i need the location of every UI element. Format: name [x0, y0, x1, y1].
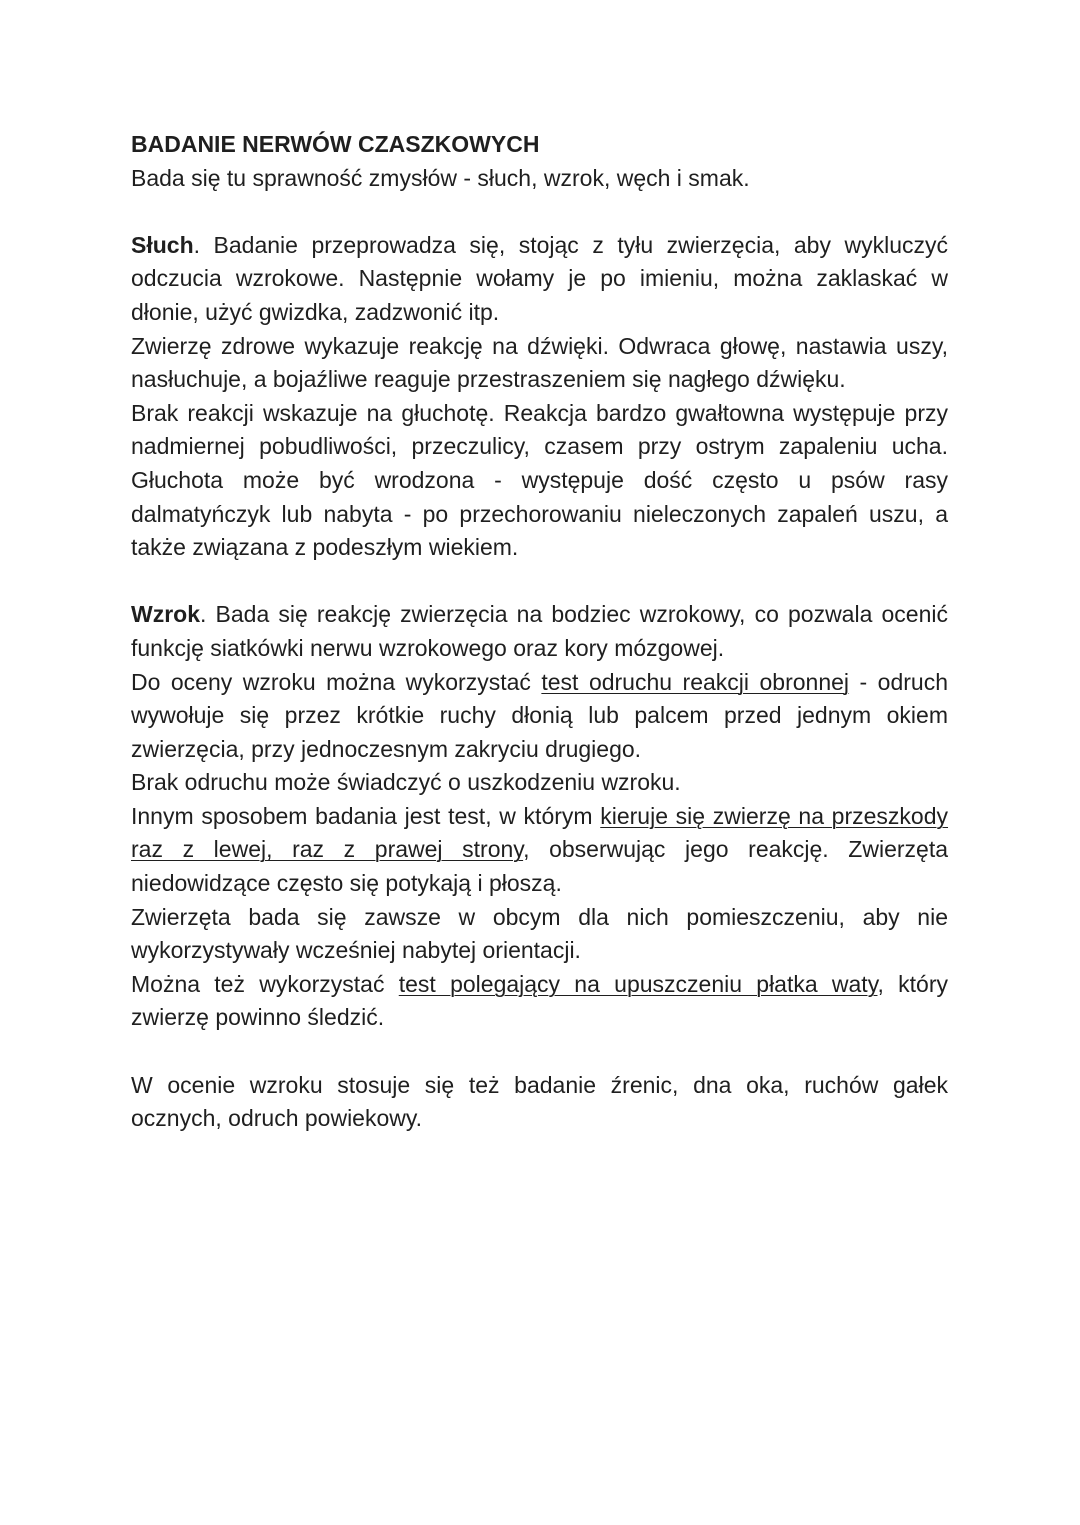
document-page	[131, 128, 948, 1136]
vision-text-1: . Bada się reakcję zwierzęcia na bodziec wzrokowy, co pozwala ocenić funkcję siatkówki nerwu wzrokowego oraz kory mózgowej.	[131, 601, 948, 661]
closing-paragraph: W ocenie wzroku stosuje się też badanie źrenic, dna oka, ruchów gałek ocznych, odruch powiekowy.	[131, 1071, 948, 1132]
vision-heading: Wzrok	[131, 601, 200, 628]
vision-paragraph-6	[131, 968, 948, 1035]
vision-paragraph-5: Zwierzęta bada się zawsze w obcym dla nich pomieszczeniu, aby nie wykorzystywały wcześniej nabytej orientacji.	[131, 903, 948, 964]
vision-paragraph-1	[131, 598, 948, 665]
obstacle-test-link[interactable]: kieruje się zwierzę na przeszkody raz z lewej, raz z prawej strony	[131, 802, 949, 863]
vision-text-4b: , obserwując jego reakcję. Zwierzęta niedowidzące często się potykają i płoszą.	[131, 836, 948, 897]
hearing-paragraph-3: Brak reakcji wskazuje na głuchotę. Reakcja bardzo gwałtowna występuje przy nadmiernej pobudliwości, przeczulicy, czasem przy ostrym zapaleniu ucha. Głuchota może być wrodzona - występuje dość często u psów rasy dalmatyńczyk lub nabyta - po przechorowaniu nieleczonych zapaleń uszu, a także związana z podeszłym wiekiem.	[131, 399, 948, 561]
vision-paragraph-3: Brak odruchu może świadczyć o uszkodzeniu wzroku.	[131, 769, 681, 796]
vision-text-6a: Można też wykorzystać	[131, 970, 399, 997]
cotton-ball-test-link[interactable]: test polegający na upuszczeniu płatka waty	[398, 970, 878, 997]
vision-text-2b: - odruch wywołuje się przez krótkie ruchy dłonią lub palcem przed jednym okiem zwierzęcia, przy jednoczesnym zakryciu drugiego.	[131, 668, 949, 762]
spacer	[131, 565, 948, 599]
hearing-paragraph-2: Zwierzę zdrowe wykazuje reakcję na dźwięki. Odwraca głowę, nastawia uszy, nasłuchuje, a bojaźliwe reaguje przestraszeniem się nagłego dźwięku.	[131, 332, 948, 393]
hearing-text-1: . Badanie przeprowadza się, stojąc z tyłu zwierzęcia, aby wykluczyć odczucia wzrokowe. Następnie wołamy je po imieniu, można zaklaskać w dłonie, użyć gwizdka, zadzwonić itp.	[131, 231, 948, 325]
vision-paragraph-2	[131, 666, 948, 767]
hearing-heading: Słuch	[131, 231, 194, 258]
spacer	[131, 195, 948, 229]
intro-text: Bada się tu sprawność zmysłów - słuch, wzrok, węch i smak.	[131, 164, 750, 191]
vision-paragraph-4	[131, 800, 948, 901]
spacer	[131, 1035, 948, 1069]
document-title: BADANIE NERWÓW CZASZKOWYCH	[131, 131, 540, 157]
vision-text-6b: , który zwierzę powinno śledzić.	[131, 970, 948, 1031]
vision-text-4a: Innym sposobem badania jest test, w którym	[131, 802, 601, 829]
vision-text-2a: Do oceny wzroku można wykorzystać	[131, 668, 542, 695]
hearing-paragraph-1	[131, 229, 948, 330]
defense-reflex-test-link[interactable]: test odruchu reakcji obronnej	[541, 668, 850, 695]
